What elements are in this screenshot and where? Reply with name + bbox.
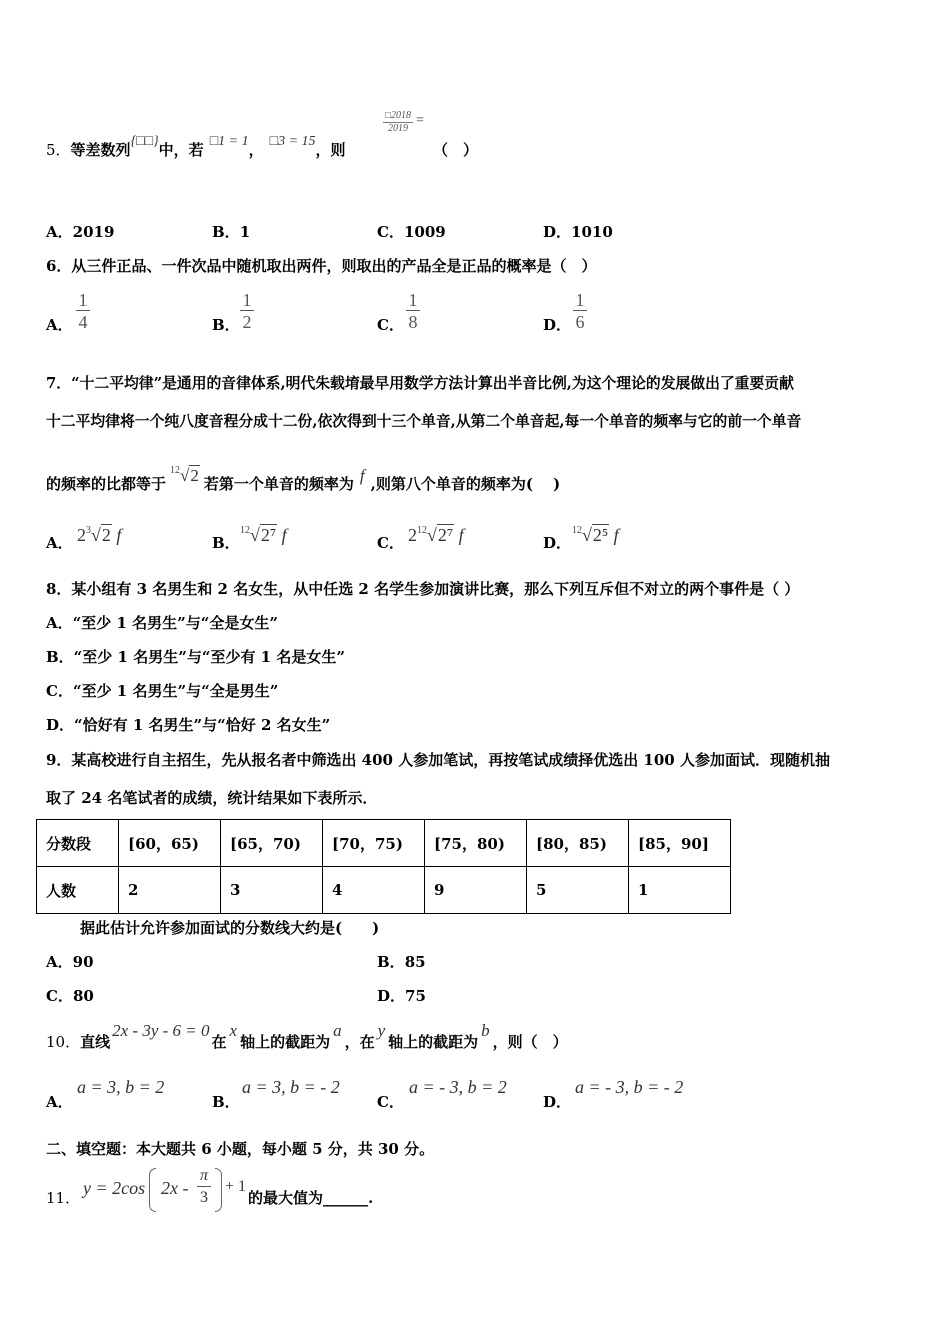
q10-t6: ，则（ ） [492, 1033, 568, 1051]
q9-line1: 9．某高校进行自主招生，先从报名者中筛选出 400 人参加笔试，再按笔试成绩择优选出 100 人参加面试．现随机抽 [46, 751, 830, 769]
q7-option-b-expr: $^{12}$√2⁷ f [240, 525, 287, 545]
q7-line3 [46, 465, 561, 497]
q10-bvar: b [481, 1021, 490, 1040]
q5-cond1: □1 = 1 [209, 134, 249, 149]
table-cell: 人数 [37, 867, 119, 914]
q7-line3-c: ,则第八个单音的频率为( ) [370, 475, 561, 493]
q5-seq: {□□} [130, 134, 159, 149]
q5-line [46, 134, 346, 162]
q10-option-b-value: a = 3, b = - 2 [242, 1077, 340, 1097]
q5-text2: 中，若 [158, 141, 204, 159]
q7-option-a-expr: $2^3√2$ f [77, 525, 122, 545]
q10-eq: 2x - 3y - 6 = 0 [112, 1021, 210, 1040]
q10-line [46, 1021, 568, 1052]
table-row [37, 867, 731, 914]
q8-text: 8．某小组有 3 名男生和 2 名女生，从中任选 2 名学生参加演讲比赛，那么下列互斥但不对立的两个事件是（ ） [46, 580, 800, 598]
q7-option-c-expr: $2^{12}√2^7$ f [408, 525, 464, 545]
q10-option-d-value: a = - 3, b = - 2 [575, 1077, 684, 1097]
q7-option-b-label: B． [212, 534, 240, 552]
q9-question: 据此估计允许参加面试的分数线大约是( ) [80, 919, 380, 937]
q5-option-a: A．2019 [46, 223, 115, 241]
table-cell: 5 [527, 867, 629, 914]
q9-option-a: A．90 [46, 953, 94, 971]
q10-t3: 轴上的截距为 [240, 1033, 331, 1051]
q9-line2: 取了 24 名笔试者的成绩，统计结果如下表所示． [46, 789, 378, 807]
q9-option-b: B．85 [377, 953, 426, 971]
q5-option-d: D．1010 [543, 223, 613, 241]
q5-paren: （ ） [433, 141, 479, 159]
q10-t4: ，在 [344, 1033, 375, 1051]
q8-option-b: B．“至少 1 名男生”与“至少有 1 名是女生” [46, 648, 345, 666]
q8-option-c: C．“至少 1 名男生”与“全是男生” [46, 682, 279, 700]
section-2-title: 二、填空题：本大题共 6 小题，每小题 5 分，共 30 分。 [46, 1140, 435, 1158]
q7-option-a-label: A． [46, 534, 73, 552]
q10-option-c-value: a = - 3, b = 2 [409, 1077, 507, 1097]
q5-text1: 等差数列 [70, 141, 131, 159]
q6-option-a-frac: 1 4 [75, 290, 91, 333]
q10-option-a-label: A． [46, 1093, 73, 1111]
q10-avar: a [333, 1021, 342, 1040]
q7-line1: 7．“十二平均律”是通用的音律体系,明代朱载堉最早用数学方法计算出半音比例,为这个理论的发展做出了重要贡献 [46, 375, 794, 392]
table-cell: [65，70) [221, 820, 323, 867]
q7-line2: 十二平均律将一个纯八度音程分成十二份,依次得到十三个单音,从第二个单音起,每一个单音的频率与它的前一个单音 [46, 413, 802, 430]
q11-f1: y = 2cos [83, 1178, 146, 1198]
q10-option-d-label: D． [543, 1093, 572, 1111]
q5-text3: ，则 [315, 141, 346, 159]
q6-option-b-frac: 1 2 [239, 290, 255, 333]
score-table [36, 819, 731, 914]
q5-expr [383, 110, 413, 135]
table-cell: 1 [629, 867, 731, 914]
q10-xvar: x [229, 1021, 238, 1040]
q11-text: 的最大值为______. [248, 1189, 374, 1207]
q5-cond2: □3 = 15 [269, 134, 316, 149]
q5-sep1: ， [248, 141, 264, 159]
q11-den: 3 [200, 1189, 208, 1206]
table-cell: [70，75) [323, 820, 425, 867]
q8-option-a: A．“至少 1 名男生”与“全是女生” [46, 614, 279, 632]
q7-line3-b: 若第一个单音的频率为 [203, 475, 354, 493]
q11-rparen [215, 1168, 222, 1212]
q11-lparen [149, 1168, 156, 1212]
q10-option-b-label: B． [212, 1093, 240, 1111]
q10-number: 10． [46, 1033, 81, 1051]
q6-option-b-label: B． [212, 316, 240, 334]
q11-f3: + 1 [225, 1178, 247, 1195]
q10-t1: 直线 [80, 1033, 111, 1051]
q6-option-d-label: D． [543, 316, 572, 334]
table-cell: 分数段 [37, 820, 119, 867]
q10-option-a-value: a = 3, b = 2 [77, 1077, 165, 1097]
q5-expr-eq: = [416, 113, 424, 128]
q10-yvar: y [377, 1021, 386, 1040]
q6-option-a-label: A． [46, 316, 73, 334]
q5-option-c: C．1009 [377, 223, 446, 241]
q5-number: 5． [46, 141, 71, 159]
q5-option-b: B．1 [212, 223, 251, 241]
q9-option-c: C．80 [46, 987, 94, 1005]
q6-option-d-frac: 1 6 [572, 290, 588, 333]
q5-expr-den: 2019 [388, 123, 408, 134]
q11-f2: 2x - [161, 1178, 189, 1198]
q8-option-d: D．“恰好有 1 名男生”与“恰好 2 名女生” [46, 716, 331, 734]
table-row [37, 820, 731, 867]
table-cell: 4 [323, 867, 425, 914]
q9-option-d: D．75 [377, 987, 426, 1005]
table-cell: 2 [119, 867, 221, 914]
q7-option-d-label: D． [543, 534, 572, 552]
q10-t2: 在 [211, 1033, 227, 1051]
q7-ratio: $^{12}$√2 [170, 465, 199, 485]
q11-frac [197, 1166, 211, 1209]
table-cell: [75，80) [425, 820, 527, 867]
table-cell: [85，90] [629, 820, 731, 867]
q6-option-c-label: C． [377, 316, 404, 334]
q7-option-c-label: C． [377, 534, 404, 552]
q5-expr-num: □2018 [384, 110, 412, 121]
q10-t5: 轴上的截距为 [388, 1033, 479, 1051]
table-cell: 3 [221, 867, 323, 914]
q11-number: 11． [46, 1189, 81, 1207]
table-cell: 9 [425, 867, 527, 914]
table-cell: [80，85) [527, 820, 629, 867]
q7-option-d-expr: $^{12}$√2⁵ f [572, 525, 619, 545]
q7-freq-var: f [359, 466, 365, 485]
q11-pi: π [199, 1167, 208, 1184]
table-cell: [60，65) [119, 820, 221, 867]
q7-line3-a: 的频率的比都等于 [46, 475, 167, 493]
q6-option-c-frac: 1 8 [405, 290, 421, 333]
q10-option-c-label: C． [377, 1093, 404, 1111]
q6-text: 6．从三件正品、一件次品中随机取出两件，则取出的产品全是正品的概率是（ ） [46, 257, 597, 275]
